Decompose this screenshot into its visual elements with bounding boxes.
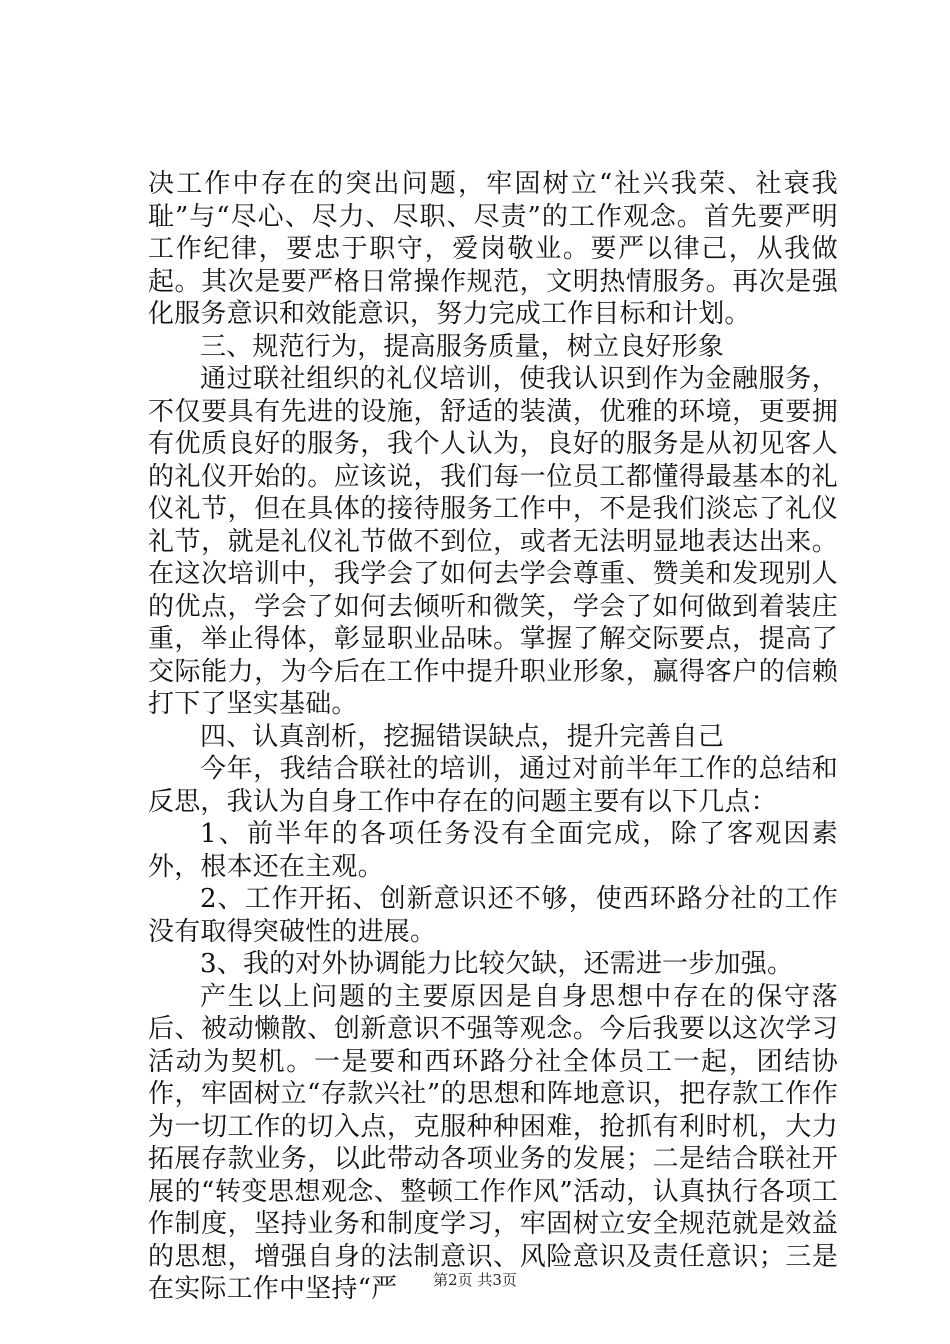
list-item-3: 3、我的对外协调能力比较欠缺，还需进一步加强。 <box>200 949 794 979</box>
paragraph-etiquette-training: 通过联社组织的礼仪培训，使我认识到作为金融服务，不仅要具有先进的设施，舒适的装潢，优雅的环境，更要拥有优质良好的服务，我个人认为，良好的服务是从初见客人的礼仪开始的。应该说，我们每一位员工都懂得最基本的礼仪礼节，但在具体的接待服务工作中，不是我们淡忘了礼仪礼节，就是礼仪礼节做不到位，或者无法明显地表达出来。在这次培训中，我学会了如何去学会尊重、赞美和发现别人的优点，学会了如何去倾听和微笑，学会了如何做到着装庄重，举止得体，彰显职业品味。掌握了解交际要点，提高了交际能力，为今后在工作中提升职业形象，赢得客户的信赖打下了坚实基础。 <box>148 364 838 719</box>
paragraph-self-reflection: 今年，我结合联社的培训，通过对前半年工作的总结和反思，我认为自身工作中存在的问题主要有以下几点： <box>148 754 838 817</box>
section-heading-3: 三、规范行为，提高服务质量，树立良好形象 <box>200 331 725 362</box>
page-footer: 第2页 共3页 <box>433 1271 517 1289</box>
section-heading-4: 四、认真剖析，挖掘错误缺点，提升完善自己 <box>200 721 725 752</box>
list-item-1: 1、前半年的各项任务没有全面完成，除了客观因素外，根本还在主观。 <box>148 819 838 882</box>
paragraph-causes-and-plans: 产生以上问题的主要原因是自身思想中存在的保守落后、被动懒散、创新意识不强等观念。今后我要以这次学习活动为契机。一是要和西环路分社全体员工一起，团结协作，牢固树立“存款兴社”的思想和阵地意识，把存款工作作为一切工作的切入点，克服种种困难，抢抓有利时机，大力拓展存款业务，以此带动各项业务的发展；二是结合联社开展的“转变思想观念、整顿工作作风”活动，认真执行各项工作制度，坚持业务和制度学习，牢固树立安全规范就是效益的思想，增强自身的法制意识、风险意识及责任意识；三是在实际工作中坚持“严 <box>148 981 838 1304</box>
document-body <box>148 168 838 1306</box>
list-item-2: 2、工作开拓、创新意识还不够，使西环路分社的工作没有取得突破性的进展。 <box>148 884 838 947</box>
paragraph-continuation: 决工作中存在的突出问题，牢固树立“社兴我荣、社衰我耻”与“尽心、尽力、尽职、尽责”的工作观念。首先要严明工作纪律，要忠于职守，爱岗敬业。要严以律己，从我做起。其次是要严格日常操作规范，文明热情服务。再次是强化服务意识和效能意识，努力完成工作目标和计划。 <box>148 169 838 329</box>
